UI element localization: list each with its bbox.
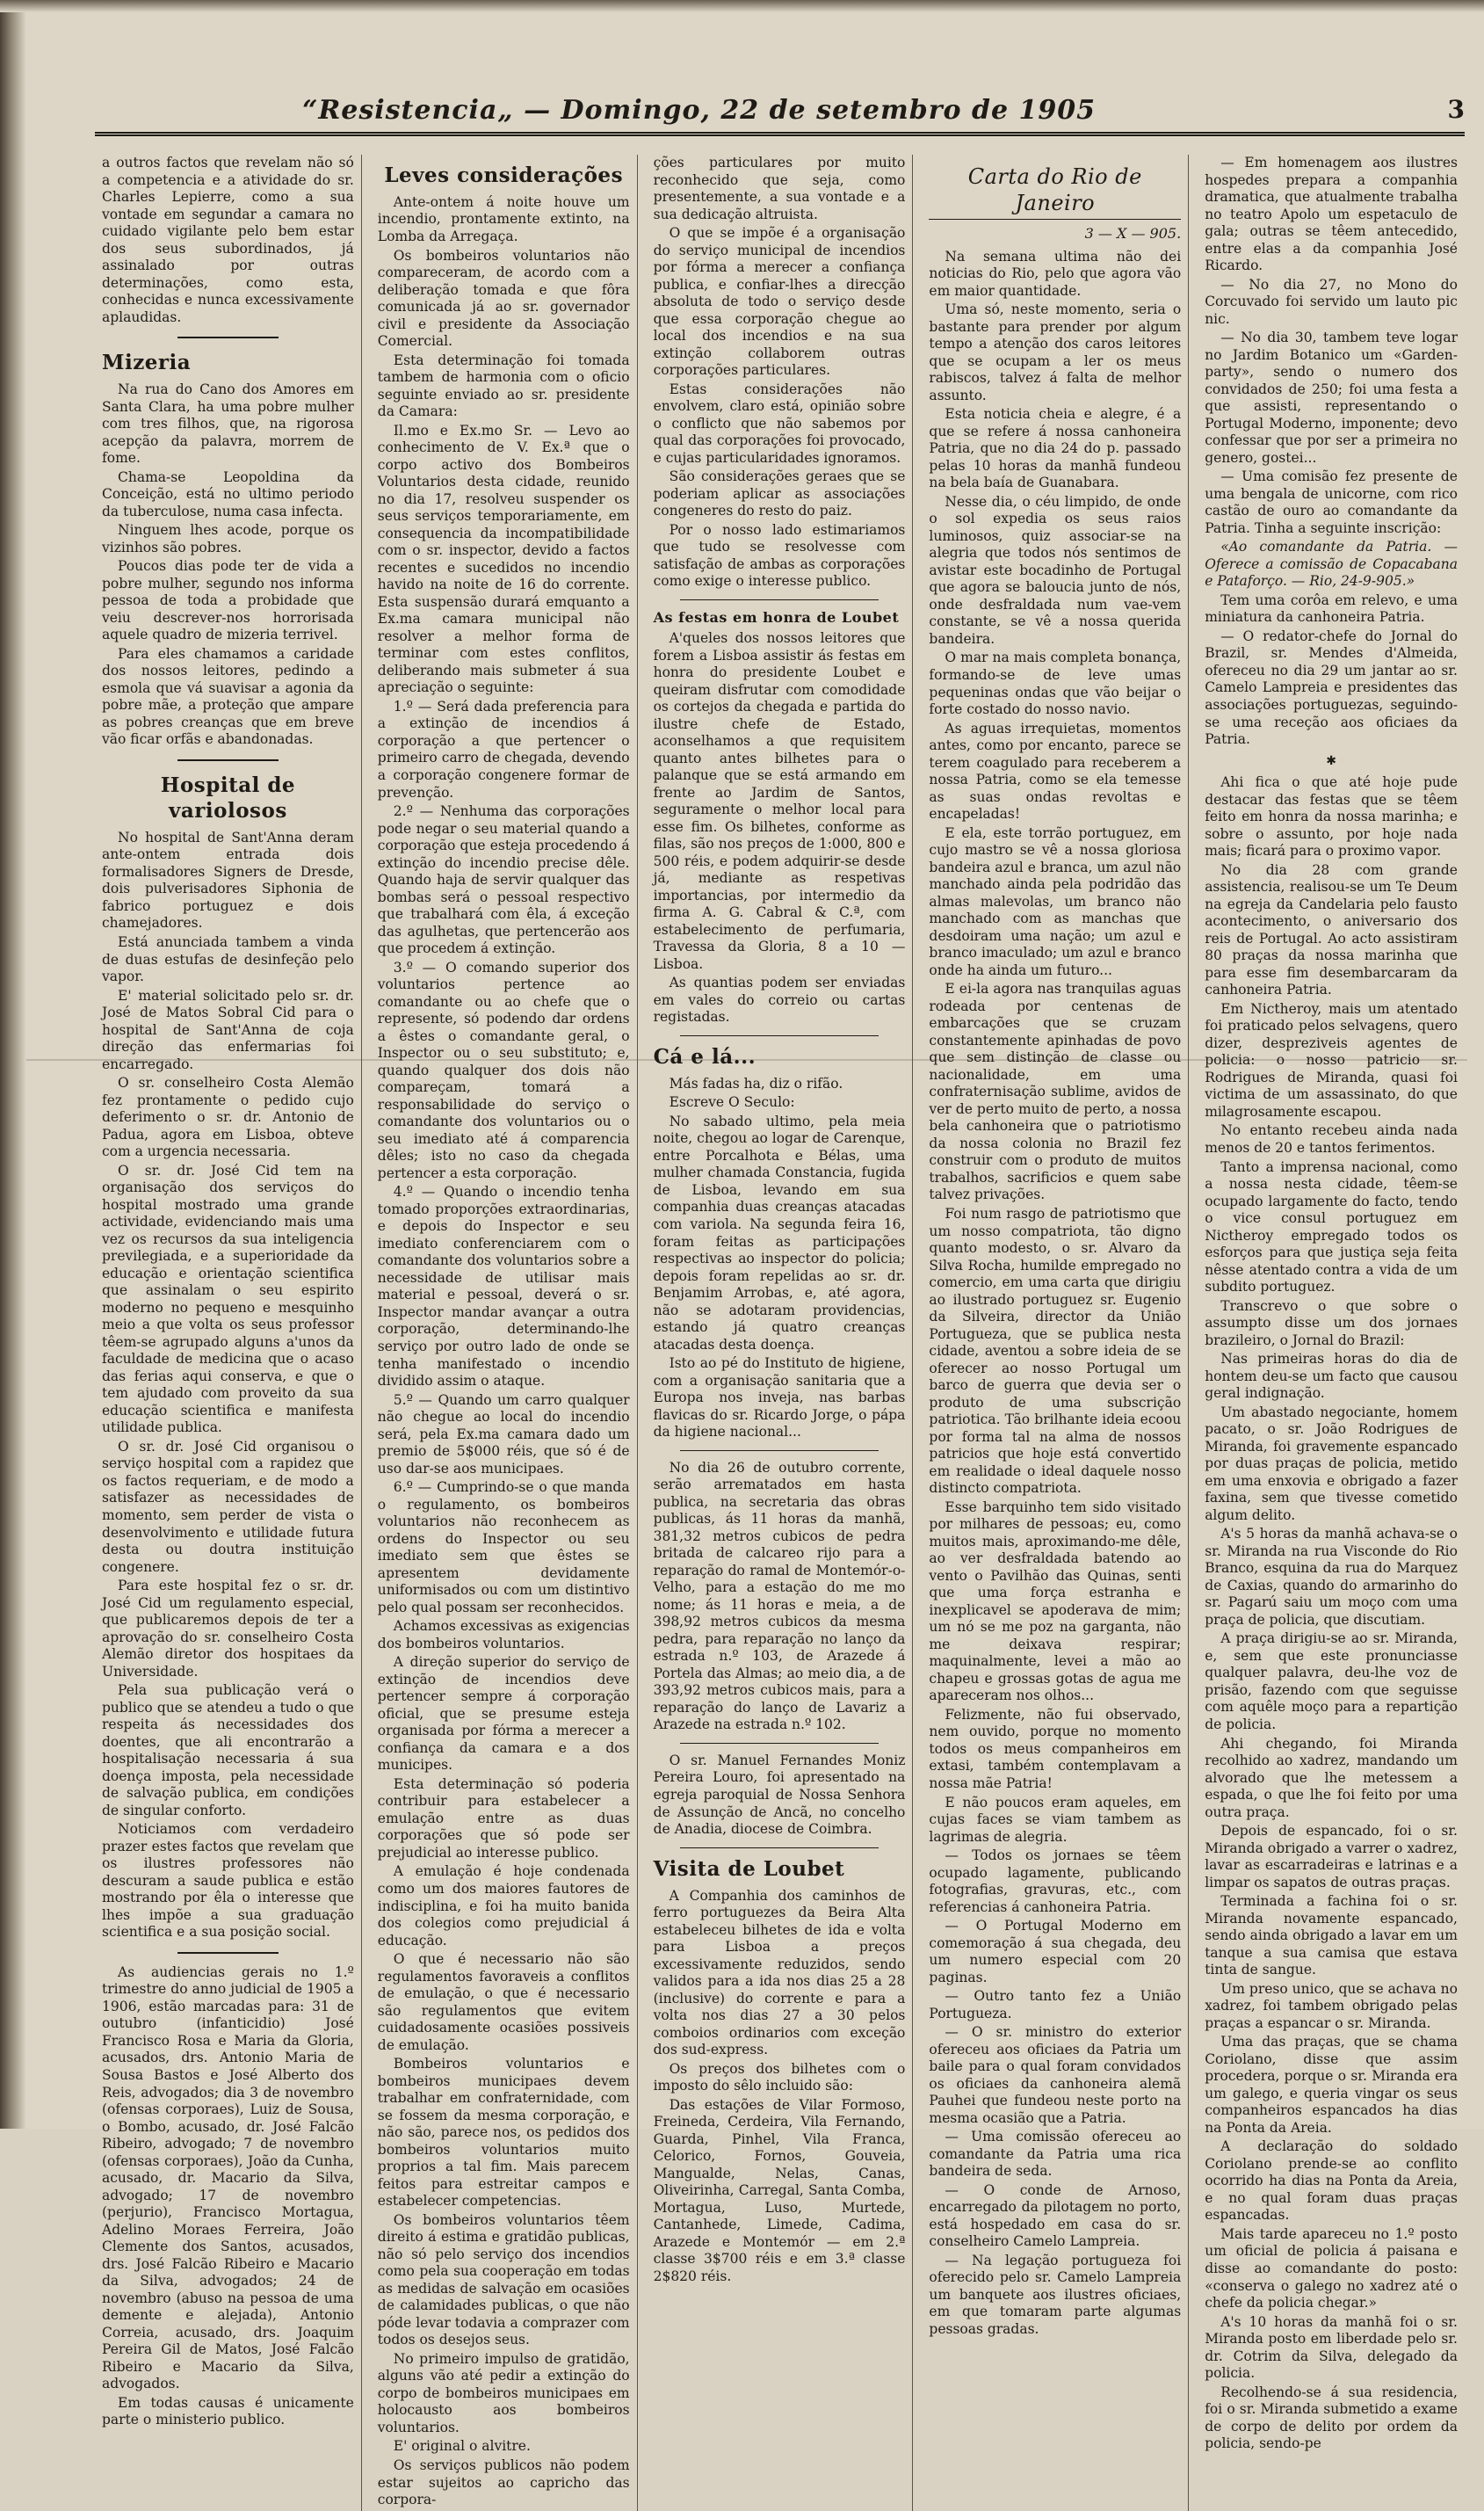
divider [680, 1847, 880, 1848]
article-paragraph: — Na legação portugueza foi oferecido pelo sr. Camelo Lampreia um banquete aos ilustres oficiaes, em que tomaram parte algumas pessoas gradas. [929, 2252, 1182, 2337]
columns [95, 155, 1465, 2508]
article-paragraph: A Companhia dos caminhos de ferro portuguezes da Beira Alta estabeleceu bilhetes de ida e volta para Lisboa a preços excessivamente reduzidos, sendo validos para a ida nos dias 25 a 28 (inclusive) do corrente e para a volta nos dias 27 a 30 pelos comboios ordinarios com exceção dos sud-express. [653, 1887, 906, 2058]
article-paragraph: Em Nictheroy, mais um atentado foi praticado pelos selvagens, quero dizer, despreziveis agentes de policia: o nosso patricio sr. Rodrigues de Miranda, quasi foi victima de um assassinato, do que milagrosamente escapou. [1205, 1000, 1458, 1120]
article-paragraph: No dia 28 com grande assistencia, realisou-se um Te Deum na egreja da Candelaria pelo fausto acontecimento, o aniversario dos reis de Portugal. Ao acto assistiram 80 praças da nossa marinha que para esse fim desembarcaram da canhoneira Patria. [1205, 861, 1458, 998]
article-paragraph: Para eles chamamos a caridade dos nossos leitores, pedindo a esmola que vá suavisar a agonia da pobre mãe, a proteção que ampare as pobres creanças que em breve vão ficar orfãs e abandonadas. [102, 645, 354, 748]
article-paragraph: O sr. dr. José Cid tem na organisação dos serviços do hospital mostrado uma grande actividade, evidenciando mais uma vez os recursos da sua inteligencia previlegiada, e a superioridade da educação e orientação scientifica que assinalam o seu espirito moderno no pequeno e mesquinho meio a que volta os seus professor têem-se agrupado alguns a'unos da faculdade de medicina que o acaso das ferias aqui conserva, e que o tem ajudado com proveito da sua educação scientifica e manifesta utilidade publica. [102, 1162, 354, 1436]
article-paragraph: a outros factos que revelam não só a competencia e a atividade do sr. Charles Lepierre, como a sua vontade em segundar a camara no cuidado vigilante pelo bem estar dos seus subordinados, já assinalado por outras determinações, como esta, conhecidas e nunca excessivamente aplaudidas. [102, 155, 354, 325]
article-paragraph: Il.mo e Ex.mo Sr. — Levo ao conhecimento de V. Ex.ª que o corpo activo dos Bombeiros Voluntarios desta cidade, reunido no dia 17, resolveu suspender os seus serviços temporariamente, em consequencia da incompatibilidade com o sr. inspector, devido a factos recentes e sucedidos no incendio havido na noite de 16 do corrente. Esta suspensão durará emquanto a Ex.ma camara municipal não resolver a melhor forma de terminar com estes conflitos, deliberando mais submeter á sua apreciação o seguinte: [377, 422, 630, 696]
article-paragraph: — O redator-chefe do Jornal do Brazil, sr. Mendes d'Almeida, ofereceu no dia 29 um jantar ao sr. Camelo Lampreia e presidentes das associações portuguezas, seguindo-se uma receção aos oficiaes da Patria. [1205, 628, 1458, 748]
article-paragraph: Achamos excessivas as exigencias dos bombeiros voluntarios. [377, 1618, 630, 1651]
divider [680, 599, 880, 600]
article-paragraph: Uma das praças, que se chama Coriolano, disse que assim procedera, porque o sr. Miranda era um galego, e queria vingar os seus companheiros espancados ha dias na Ponta da Areia. [1205, 2034, 1458, 2136]
article-paragraph: — No dia 27, no Mono do Corcuvado foi servido um lauto pic nic. [1205, 276, 1458, 327]
article-paragraph: As quantias podem ser enviadas em vales do correio ou cartas registadas. [653, 975, 906, 1026]
article-paragraph: A's 10 horas da manhã foi o sr. Miranda posto em liberdade pelo sr. dr. Cotrim da Silva, delegado da policia. [1205, 2313, 1458, 2382]
article-paragraph: — Todos os jornaes se têem ocupado lagamente, publicando fotografias, gravuras, etc., com referencias á canhoneira Patria. [929, 1847, 1182, 1915]
article-paragraph: Bombeiros voluntarios e bombeiros municipaes devem trabalhar em confraternidade, com se fossem da mesma corporação, e não são, parece nos, os pedidos dos bombeiros voluntarios muito proprios a tal fim. Mais parecem feitos para estreitar campos e estabelecer competencias. [377, 2056, 630, 2210]
article-paragraph: Esta determinação só poderia contribuir para estabelecer a emulação entre as duas corporações que só pode ser prejudicial ao interesse publico. [377, 1775, 630, 1861]
article-paragraph: Esta determinação foi tomada tambem de harmonia com o oficio seguinte enviado ao sr. presidente da Camara: [377, 352, 630, 420]
article-paragraph: A declaração do soldado Coriolano prende-se ao conflito ocorrido ha dias na Ponta da Areia, e no qual foram duas praças espancadas. [1205, 2138, 1458, 2224]
article-paragraph: A direção superior do serviço de extinção de incendios deve pertencer sempre á corporação oficial, que se presume esteja organisada por fórma a merecer a confiança da camara e a dos municipes. [377, 1654, 630, 1774]
article-paragraph: O que é necessario não são regulamentos favoraveis a conflitos de emulação, o que é necessario são regulamentos que evitem cuidadosamente ocasiões possiveis de emulação. [377, 1951, 630, 2053]
divider [102, 333, 354, 342]
article-paragraph: Estas considerações não envolvem, claro está, opinião sobre o conflicto que não sabemos por qual das corporações foi provocado, e cujas particularidades ignoramos. [653, 381, 906, 466]
article-paragraph: 5.º — Quando um carro qualquer não chegue ao local do incendio será, pela Ex.ma camara dado um premio de 5$000 réis, que só é de uso dar-se aos municipaes. [377, 1391, 630, 1477]
scan-shadow-left [0, 0, 26, 2129]
article-paragraph: — Uma comisão fez presente de uma bengala de unicorne, com rico castão de ouro ao comandante da Patria. Tinha a seguinte inscrição: [1205, 468, 1458, 536]
divider [680, 1743, 880, 1744]
article-paragraph: 6.º — Cumprindo-se o que manda o regulamento, os bombeiros voluntarios não reconhecem as ordens do Inspector ou seu imediato sem que êstes se apresentem devidamente uniformisados ou com um distintivo pelo qual possam ser reconhecidos. [377, 1479, 630, 1615]
article-paragraph: Na rua do Cano dos Amores em Santa Clara, ha uma pobre mulher com tres filhos, que, na rigorosa acepção da palavra, morrem de fome. [102, 381, 354, 467]
divider [680, 1035, 880, 1036]
article-paragraph: As audiencias gerais no 1.º trimestre do anno judicial de 1905 a 1906, estão marcadas para: 31 de outubro (infanticidio) José Francisco Rosa e Maria da Gloria, acusados, drs. Antonio Maria de Sousa Bastos e José Alberto dos Reis, advogados; dia 3 de novembro (ofensas corporaes), Luiz de Sousa, o Bombo, acusado, dr. José Falcão Ribeiro, advogado; 7 de novembro (ofensas corporaes), João da Cunha, acusado, dr. Macario da Silva, advogado; 17 de novembro (perjurio), Francisco Mortagua, Adelino Moraes Ferreira, João Clemente dos Santos, acusados, drs. José Falcão Ribeiro e Macario da Silva, advogados; 24 de novembro (abuso na pessoa de uma demente e alejada), Antonio Correia, acusado, drs. Joaquim Pereira Gil de Matos, José Falcão Ribeiro e Macario da Silva, advogados. [102, 1963, 354, 2392]
article-paragraph: 3.º — O comando superior dos voluntarios pertence ao comandante ou ao chefe que o represente, só podendo dar ordens a êstes o comandante geral, o Inspector ou o seu substituto; e, quando qualquer dos dois não compareçam, tomará a responsabilidade do serviço o comandante dos voluntarios ou o seu imediato até á comparencia dêles; isto no caso da chegada pertencer a esta corporação. [377, 959, 630, 1181]
article-paragraph: Mais tarde apareceu no 1.º posto um oficial de policia á paisana e disse ao comandante do posto: «conserva o galego no xadrez até o chefe da policia chegar.» [1205, 2225, 1458, 2311]
article-paragraph: Por o nosso lado estimariamos que tudo se resolvesse com satisfação de ambas as corporações como exige o interesse publico. [653, 521, 906, 590]
divider [680, 1450, 880, 1451]
article-paragraph: No entanto recebeu ainda nada menos de 20 e tantos ferimentos. [1205, 1122, 1458, 1156]
article-paragraph: Poucos dias pode ter de vida a pobre mulher, segundo nos informa pessoa de toda a probidade que veiu descrever-nos horrorisada aquele quadro de mizeria terrivel. [102, 558, 354, 643]
article-paragraph: Chama-se Leopoldina da Conceição, está no ultimo periodo da tuberculose, numa casa infecta. [102, 468, 354, 519]
article-paragraph: — O sr. ministro do exterior ofereceu aos oficiaes da Patria um baile para o qual foram convidados os oficiaes da canhoneira alemã Pauhei que fundeou neste porto na mesma ocasião que a Patria. [929, 2024, 1182, 2126]
article-paragraph: Ahi chegando, foi Miranda recolhido ao xadrez, mandando um alvorado que lhe metessem a espada, o que lhe foi feito por uma outra praça. [1205, 1735, 1458, 1820]
article-paragraph: Um preso unico, que se achava no xadrez, foi tambem obrigado pelas praças a espancar o sr. Miranda. [1205, 1980, 1458, 2031]
article-title-ca-e-la: Cá e lá... [653, 1044, 756, 1069]
article-paragraph: Esse barquinho tem sido visitado por milhares de pessoas; eu, como muitos mais, aproximando-me dêle, ao ver desfraldada batendo ao vento o Pavilhão das Quinas, senti que uma força estranha e inexplicavel se apoderava de mim; um nó se me poz na garganta, não me deixava respirar; maquinalmente, levei a mão ao chapeu e grossas gotas de agua me apareceram nos olhos... [929, 1499, 1182, 1704]
article-paragraph: No hospital de Sant'Anna deram ante-ontem entrada dois formalisadores Signers de Dresde, dois pulverisadores Siphonia de fabrico portuguez e dois chamejadores. [102, 829, 354, 932]
article-paragraph: Os bombeiros voluntarios têem direito á estima e gratidão publicas, não só pelo serviço dos incendios como pela sua cooperação em todas as medidas de salvação em ocasiões de calamidades publicas, o que não póde levar todavia a comprazer com todos os desejos seus. [377, 2211, 630, 2348]
article-paragraph: E' material solicitado pelo sr. dr. José de Matos Sobral Cid para o hospital de Sant'Anna de coja direção das enfermarias foi encarregado. [102, 987, 354, 1072]
article-paragraph: Na semana ultima não dei noticias do Rio, pelo que agora vão em maior quantidade. [929, 248, 1182, 299]
article-dateline: 3 — X — 905. [1084, 225, 1182, 243]
article-paragraph: 1.º — Será dada preferencia para a extinção de incendios á corporação a que pertencer o primeiro carro de chegada, devendo a corporação congenere formar de prevenção. [377, 698, 630, 801]
article-paragraph: Más fadas ha, diz o rifão. [669, 1075, 843, 1092]
article-paragraph: Está anunciada tambem a vinda de duas estufas de desinfeção pelo vapor. [102, 933, 354, 985]
column-5 [1198, 155, 1465, 2511]
article-paragraph: Os preços dos bilhetes com o imposto do sêlo incluido são: [653, 2060, 906, 2094]
star-divider-icon: ✱ [1326, 753, 1336, 768]
article-paragraph: Em todas causas é unicamente parte o ministerio publico. [102, 2394, 354, 2428]
article-paragraph: 2.º — Nenhuma das corporações pode negar o seu material quando a corporação que esteja procedendo á extinção do incendio precise dêle. Quando haja de servir qualquer das bombas será o pessoal respectivo que trabalhará com êla, á exceção das agulhetas, que pertencerão aos que procedem á extinção. [377, 803, 630, 957]
article-paragraph: Felizmente, não fui observado, nem ouvido, porque no momento todos os meus companheiros em extasi, também contemplavam a nossa mãe Patria! [929, 1706, 1182, 1791]
article-paragraph: Recolhendo-se á sua residencia, foi o sr. Miranda submetido a exame de corpo de delito por ordem da policia, sendo-pe [1205, 2384, 1458, 2452]
article-paragraph: A'queles dos nossos leitores que forem a Lisboa assistir ás festas em honra do presidente Loubet e queiram disfrutar com comodidade os cortejos da chegada e partida do ilustre chefe de Estado, aconselhamos a que requisitem quanto antes bilhetes para o palanque que se está armando em frente ao Jardim de Santos, seguramente o melhor local para esse fim. Os bilhetes, conforme as filas, são nos preços de 1:000, 800 e 500 réis, e podem adquirir-se desde já, mediante as respetivas importancias, por intermedio da firma A. G. Cabral & C.ª, com estabelecimento de perfumaria, Travessa da Gloria, 8 a 10 — Lisboa. [653, 630, 906, 972]
article-paragraph: Noticiamos com verdadeiro prazer estes factos que revelam que os ilustres professores não descuram a saude publica e estão mostrando por êla o interesse que lhes impõe a sua graduação scientifica e a sua posição social. [102, 1821, 354, 1941]
article-paragraph: A emulação é hoje condenada como um dos maiores fautores de indisciplina, e foi ha muito banida dos colegios como prejudicial á educação. [377, 1863, 630, 1949]
article-title-festas: As festas em honra de Loubet [653, 608, 900, 626]
article-title-carta: Carta do Rio de Janeiro [929, 163, 1181, 220]
article-paragraph: No sabado ultimo, pela meia noite, chegou ao logar de Carenque, entre Porcalhota e Bélas, uma mulher chamada Constancia, fugida de Lisboa, levando em sua companhia duas creanças atacadas com variola. Na segunda feira 16, foram feitas as participações respectivas ao inspector do policia; depois foram repelidas ao sr. dr. Benjamim Arrobas, e, até agora, não se adotaram providencias, estando já quatro creanças atacadas desta doença. [653, 1113, 906, 1353]
article-paragraph: O mar na mais completa bonança, formando-se de leve umas pequeninas ondas que vão beijar o forte costado do nosso navio. [929, 650, 1182, 718]
article-paragraph: Uma só, neste momento, seria o bastante para prender por algum tempo a atenção dos caros leitores que se ocupam a ler os meus rabiscos, talvez á falta de melhor assunto. [929, 301, 1182, 403]
article-paragraph: Os bombeiros voluntarios não compareceram, de acordo com a deliberação tomada e que fôra comunicada já ao sr. governador civil e presidente da Associação Comercial. [377, 247, 630, 350]
article-title-leves: Leves considerações [384, 163, 624, 187]
page-number: 3 [1447, 95, 1465, 124]
article-paragraph: «Ao comandante da Patria. — Oferece a comissão de Copacabana e Pataforço. — Rio, 24-9-905.» [1205, 539, 1458, 590]
article-paragraph: — O Portugal Moderno em comemoração á sua chegada, deu um numero especial com 20 paginas. [929, 1918, 1182, 1985]
article-paragraph: No primeiro impulso de gratidão, alguns vão até pedir a extinção do corpo de bombeiros municipaes em holocausto aos bombeiros voluntarios. [377, 2350, 630, 2435]
article-paragraph: Terminada a fachina foi o sr. Miranda novamente espancado, sendo ainda obrigado a lavar em um tanque a sua camisa que estava tinta de sangue. [1205, 1893, 1458, 1978]
column-3 [647, 155, 914, 2511]
column-4 [922, 155, 1189, 2511]
article-paragraph: As aguas irrequietas, momentos antes, como por encanto, parece se terem coagulado para receberem a nossa Patria, como se ela temesse as suas ondas revoltas e encapeladas! [929, 720, 1182, 823]
article-paragraph: Escreve O Seculo: [669, 1094, 795, 1111]
article-paragraph: E ei-la agora nas tranquilas aguas rodeada por centenas de embarcações que se cruzam constantemente apinhadas de povo que sem distinção de classe ou nacionalidade, em uma confraternisação sublime, avidos de ver de perto muito de perto, a nossa bela canhoneira que o patriotismo da nossa colonia no Brazil fez construir com o produto de muitos trabalhos, sacrificios e quem sabe talvez privações. [929, 981, 1182, 1203]
article-paragraph: A's 5 horas da manhã achava-se o sr. Miranda na rua Visconde do Rio Branco, esquina da rua do Marquez de Caxias, quando do armarinho do sr. Pagarú saiu um moço com uma praça de policia, que discutiam. [1205, 1526, 1458, 1628]
divider [102, 756, 354, 765]
scan-shadow-top [0, 0, 1484, 12]
article-paragraph: Transcrevo o que sobre o assumpto disse um dos jornaes brazileiro, o Jornal do Brazil: [1205, 1297, 1458, 1348]
masthead [95, 90, 1465, 136]
article-paragraph: Tem uma corôa em relevo, e uma miniatura da canhoneira Patria. [1205, 591, 1458, 626]
article-paragraph: Nas primeiras horas do dia de hontem deu-se um facto que causou geral indignação. [1205, 1351, 1458, 1402]
article-paragraph: No dia 26 de outubro corrente, serão arrematados em hasta publica, na secretaria das obras publicas, ás 11 horas da manhã, 381,32 metros cubicos de pedra britada de calcareo rijo para a reparação do ramal de Montemór-o-Velho, para a estação do me mo nome; ás 11 horas e meia, a de 398,92 metros cubicos da mesma pedra, para reparação no lanço da estrada n.º 103, de Arazede á Portela das Almas; ao meio dia, a de 393,92 metros cubicos mais, para a reparação do lanço de Lavariz a Arazede na estrada n.º 102. [653, 1459, 906, 1733]
column-2 [371, 155, 638, 2511]
article-paragraph: A praça dirigiu-se ao sr. Miranda, e, sem que este pronunciasse qualquer palavra, deu-lhe voz de prisão, fazendo com que seguisse com aquêle moço para a repartição de policia. [1205, 1630, 1458, 1732]
article-paragraph: Tanto a imprensa nacional, como a nossa nesta cidade, têem-se ocupado largamente do facto, tendo o vice consul portuguez em Nictheroy empregado todos os esforços para que justiça seja feita nêsse atentado contra a vida de um subdito portuguez. [1205, 1158, 1458, 1295]
article-paragraph: Ante-ontem á noite houve um incendio, prontamente extinto, na Lomba da Arregaça. [377, 193, 630, 244]
article-paragraph: Das estações de Vilar Formoso, Freineda, Cerdeira, Vila Fernando, Guarda, Pinhel, Vila Franca, Celorico, Fornos, Gouveia, Mangualde, Nelas, Canas, Oliveirinha, Carregal, Santa Comba, Mortagua, Luso, Murtede, Cantanhede, Limede, Cadima, Arazede e Montemór — em 2.ª classe 3$700 réis e em 3.ª classe 2$820 réis. [653, 2096, 906, 2284]
article-paragraph: São considerações geraes que se poderiam aplicar as associações congeneres do resto do paiz. [653, 468, 906, 519]
article-paragraph: Os serviços publicos não podem estar sujeitos ao capricho das corpora- [377, 2457, 630, 2508]
masthead-title: “Resistencia„ — Domingo, 22 de setembro de 1905 [302, 95, 1096, 126]
article-paragraph: Nesse dia, o céu limpido, de onde o sol expedia os seus raios luminosos, quiz associar-se na alegria que todos nós sentimos de avistar este bocadinho de Portugal que agora se baloucia junto de nós, onde desfraldada num vae-vem constante, se vê a nossa querida bandeira. [929, 493, 1182, 647]
article-paragraph: Esta noticia cheia e alegre, é a que se refere á nossa canhoneira Patria, que no dia 24 do p. passado pelas 10 horas da manhã fundeou na bela baía de Guanabara. [929, 406, 1182, 491]
column-1 [95, 155, 362, 2511]
article-paragraph: E' original o alvitre. [393, 2438, 531, 2455]
divider [102, 1949, 354, 1957]
article-paragraph: Foi num rasgo de patriotismo que um nosso compatriota, tão digno quanto modesto, o sr. Alvaro da Silva Rocha, humilde empregado no comercio, em uma carta que dirigiu ao ilustrado portuguez sr. Eugenio da Silveira, director da União Portugueza, que se publica nesta cidade, aventou a sobre ideia de se oferecer ao nosso Portugal um barco de guerra que devia ser o produto de uma subscrição patriotica. Tão brilhante ideia ecoou por forma tal na alma de nossos patricios que hoje está convertido em realidade o ideal daquele nosso distincto compatriota. [929, 1205, 1182, 1497]
article-paragraph: O sr. dr. José Cid organisou o serviço hospital com a rapidez que os factos requeriam, e de modo a satisfazer as necessidades de momento, sem perder de vista o desenvolvimento e utilidade futura desta ou doutra instituição congenere. [102, 1438, 354, 1575]
article-paragraph: Um abastado negociante, homem pacato, o sr. João Rodrigues de Miranda, foi gravemente espancado por duas praças de policia, metido em uma enxovia e obrigado a fazer faxina, sem que tivesse cometido algum delito. [1205, 1404, 1458, 1523]
article-paragraph: — O conde de Arnoso, encarregado da pilotagem no porto, está hospedado em casa do sr. conselheiro Camelo Lampreia. [929, 2181, 1182, 2250]
article-paragraph: Para este hospital fez o sr. dr. José Cid um regulamento especial, que publicaremos depois de ter a aprovação do sr. conselheiro Costa Alemão diretor dos hospitaes da Universidade. [102, 1578, 354, 1680]
article-paragraph: — Uma comissão ofereceu ao comandante da Patria uma rica bandeira de seda. [929, 2129, 1182, 2180]
article-title-hospital: Hospital de variolosos [160, 773, 296, 823]
article-paragraph: Pela sua publicação verá o publico que se atendeu a tudo o que respeita ás necessidades dos doentes, que ali encontrarão a hospitalisação necessaria á sua doença imposta, pela necessidade de salvação publica, em condições de singular conforto. [102, 1682, 354, 1818]
article-paragraph: O sr. conselheiro Costa Alemão fez prontamente o pedido cujo deferimento o sr. dr. Antonio de Padua, agora em Lisboa, obteve com a urgencia necessaria. [102, 1075, 354, 1160]
article-title-visita: Visita de Loubet [653, 1856, 845, 1881]
article-paragraph: — No dia 30, tambem teve logar no Jardim Botanico um «Garden-party», sendo o numero dos convidados de 250; foi uma festa a que assisti, representando o Portugal Moderno, imponente; devo confessar que por ser a primeira no genero, gostei... [1205, 330, 1458, 466]
article-paragraph: Ninguem lhes acode, porque os vizinhos são pobres. [102, 522, 354, 555]
article-paragraph: 4.º — Quando o incendio tenha tomado proporções extraordinarias, e depois do Inspector e seu imediato conferenciarem com o comandante dos voluntarios sobre a necessidade de utilisar mais material e pessoal, deverá o sr. Inspector mandar avançar a outra corporação, determinando-lhe serviço por outro lado de onde se tenha manifestado o incendio dividido assim o ataque. [377, 1184, 630, 1390]
article-title-mizeria: Mizeria [102, 351, 192, 375]
article-paragraph: Depois de espancado, foi o sr. Miranda obrigado a varrer o xadrez, lavar as escarradeiras e latrinas e a limpar os sapatos de outras praças. [1205, 1823, 1458, 1891]
article-paragraph: E ela, este torrão portuguez, em cujo mastro se vê a nossa gloriosa bandeira azul e branca, um azul não manchado ainda pela podridão das almas malevolas, um branco não manchado com as manchas que desdoiram uma nação; um azul e branco imaculado; um azul e branco onde ha ainda um futuro... [929, 824, 1182, 978]
article-paragraph: — Em homenagem aos ilustres hospedes prepara a companhia dramatica, que atualmente trabalha no teatro Apolo um espetaculo de gala; outras se têem antecedido, entre elas a da companhia José Ricardo. [1205, 155, 1458, 274]
article-paragraph: — Outro tanto fez a União Portugueza. [929, 1988, 1182, 2021]
article-paragraph: O que se impõe é a organisação do serviço municipal de incendios por fórma a merecer a confiança publica, e confiar-lhes a direcção absoluta de todo o serviço desde que essa corporação chegue ao local dos incendios e na sua extinção collaborem outras corporações particulares. [653, 225, 906, 379]
article-paragraph: Isto ao pé do Instituto de higiene, com a organisação sanitaria que a Europa nos inveja, nas barbas flavicas do sr. Ricardo Jorge, o pápa da higiene nacional... [653, 1355, 906, 1441]
article-paragraph: O sr. Manuel Fernandes Moniz Pereira Louro, foi apresentado na egreja paroquial de Nossa Senhora de Assunção de Ancã, no concelho de Anadia, diocese de Coimbra. [653, 1752, 906, 1838]
article-paragraph: ções particulares por muito reconhecido que seja, como presentemente, a sua vontade e a sua dedicação altruista. [653, 155, 906, 222]
article-paragraph: E não poucos eram aqueles, em cujas faces se viam tambem as lagrimas de alegria. [929, 1794, 1182, 1845]
article-paragraph: Ahi fica o que até hoje pude destacar das festas que se têem feito em honra da nossa marinha; e sobre o assunto, por hoje nada mais; ficará para o proximo vapor. [1205, 774, 1458, 860]
